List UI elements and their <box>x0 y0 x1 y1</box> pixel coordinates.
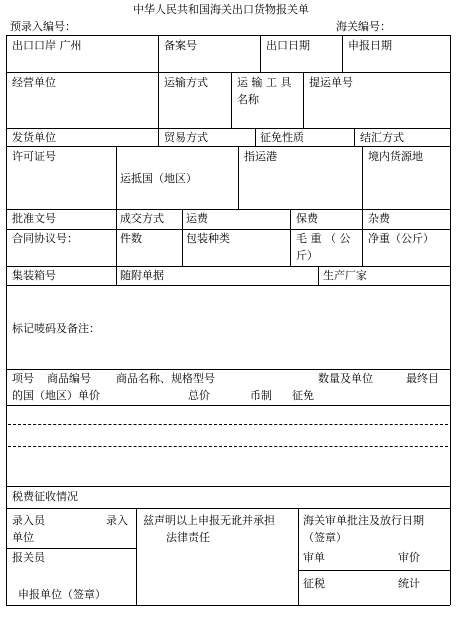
rule <box>6 369 450 370</box>
transport-tool-field-line2: 名称 <box>237 93 259 106</box>
export-date-field: 出口日期 <box>266 39 310 52</box>
declare-date-field: 申报日期 <box>348 39 392 52</box>
port-of-destination-field: 指运港 <box>244 150 277 163</box>
operator-field: 经营单位 <box>12 76 56 89</box>
export-port-field: 出口口岸 广州 <box>12 39 82 52</box>
insurance-field: 保费 <box>296 212 318 225</box>
gross-weight-field: 毛 重 （ 公 <box>296 232 351 245</box>
rule <box>6 405 450 406</box>
destination-country-field: 运抵国（地区） <box>120 172 197 185</box>
shipper-field: 发货单位 <box>12 131 56 144</box>
rule <box>6 146 450 147</box>
divider <box>116 266 117 285</box>
divider <box>362 209 363 229</box>
country-unit-price-header: 的国（地区）单价 <box>12 389 100 402</box>
contract-no-field: 合同协议号： <box>12 232 78 245</box>
net-weight-field: 净重（公斤） <box>368 232 434 245</box>
divider <box>362 146 363 209</box>
currency-header: 币制 <box>250 389 272 402</box>
exemption-header: 征免 <box>292 389 314 402</box>
statistics-label: 统计 <box>398 577 420 590</box>
divider <box>318 266 319 285</box>
deal-mode-field: 成交方式 <box>120 212 164 225</box>
rule <box>6 548 136 549</box>
rule <box>6 266 450 267</box>
container-no-field: 集装箱号 <box>12 269 56 282</box>
rule <box>6 486 450 487</box>
marks-remarks-label: 标记唛码及备注： <box>12 322 100 335</box>
rule <box>6 605 450 606</box>
tax-collection-label: 税费征收情况 <box>12 490 78 503</box>
exemption-field: 征免性质 <box>260 131 304 144</box>
entry-unit-label: 录入 <box>106 514 128 527</box>
declaration-statement: 兹声明以上申报无讹并承担 <box>143 514 275 527</box>
rule <box>6 285 450 286</box>
divider <box>238 146 239 209</box>
pre-entry-no-label: 预录入编号： <box>10 20 76 33</box>
rule <box>6 229 450 230</box>
rule <box>6 209 450 210</box>
transport-mode-field: 运输方式 <box>164 76 208 89</box>
divider <box>342 35 343 72</box>
bill-no-field: 提运单号 <box>309 76 353 89</box>
levy-label: 征税 <box>303 577 325 590</box>
final-destination-header: 最终目 <box>406 372 439 385</box>
freight-field: 运费 <box>186 212 208 225</box>
packing-field: 包装种类 <box>186 232 230 245</box>
border-left <box>6 35 7 605</box>
valuation-label: 审价 <box>398 551 420 564</box>
entry-clerk-label: 录入员 <box>12 514 45 527</box>
dashed-rule <box>8 424 448 425</box>
rule <box>6 128 450 129</box>
record-no-field: 备案号 <box>164 39 197 52</box>
source-place-field: 境内货源地 <box>368 150 423 163</box>
divider <box>116 146 117 209</box>
divider <box>116 209 117 229</box>
manufacturer-field: 生产厂家 <box>323 269 367 282</box>
divider <box>158 35 159 72</box>
divider <box>260 35 261 72</box>
rule <box>6 72 450 73</box>
divider <box>136 508 137 605</box>
customs-approval-seal-label: （签章） <box>303 531 347 544</box>
divider <box>362 229 363 266</box>
qty-unit-header: 数量及单位 <box>318 372 373 385</box>
divider <box>116 229 117 266</box>
customs-no-label: 海关编号： <box>336 20 391 33</box>
divider <box>158 72 159 128</box>
divider <box>182 209 183 229</box>
divider <box>182 229 183 266</box>
pieces-field: 件数 <box>120 232 142 245</box>
transport-tool-field: 运 输 工 具 <box>237 76 292 89</box>
settlement-field: 结汇方式 <box>360 131 404 144</box>
dashed-rule <box>8 446 448 447</box>
rule <box>6 35 450 36</box>
approval-no-field: 批准文号 <box>12 212 56 225</box>
divider <box>255 128 256 146</box>
hs-code-header: 商品编号 <box>47 372 91 385</box>
border-right <box>450 35 451 605</box>
item-no-header: 项号 <box>12 372 34 385</box>
divider <box>298 508 299 605</box>
divider <box>158 128 159 146</box>
divider <box>290 209 291 229</box>
declarant-label: 报关员 <box>12 551 45 564</box>
divider <box>231 72 232 128</box>
customs-approval-label: 海关审单批注及放行日期 <box>303 514 424 527</box>
divider <box>303 72 304 128</box>
divider <box>290 229 291 266</box>
license-no-field: 许可证号 <box>12 150 56 163</box>
rule <box>6 508 450 509</box>
review-label: 审单 <box>303 551 325 564</box>
gross-weight-field-line2: 斤） <box>296 249 318 262</box>
trade-mode-field: 贸易方式 <box>164 131 208 144</box>
total-price-header: 总价 <box>188 389 210 402</box>
name-spec-header: 商品名称、规格型号 <box>116 372 215 385</box>
form-title: 中华人民共和国海关出口货物报关单 <box>133 3 309 16</box>
documents-field: 随附单据 <box>120 269 164 282</box>
declaration-statement-line2: 法律责任 <box>166 531 210 544</box>
divider <box>354 128 355 146</box>
entry-unit-label-line2: 单位 <box>12 531 34 544</box>
rule <box>298 570 450 571</box>
declaring-unit-seal-label: 申报单位（签章） <box>18 588 106 601</box>
misc-fee-field: 杂费 <box>368 212 390 225</box>
